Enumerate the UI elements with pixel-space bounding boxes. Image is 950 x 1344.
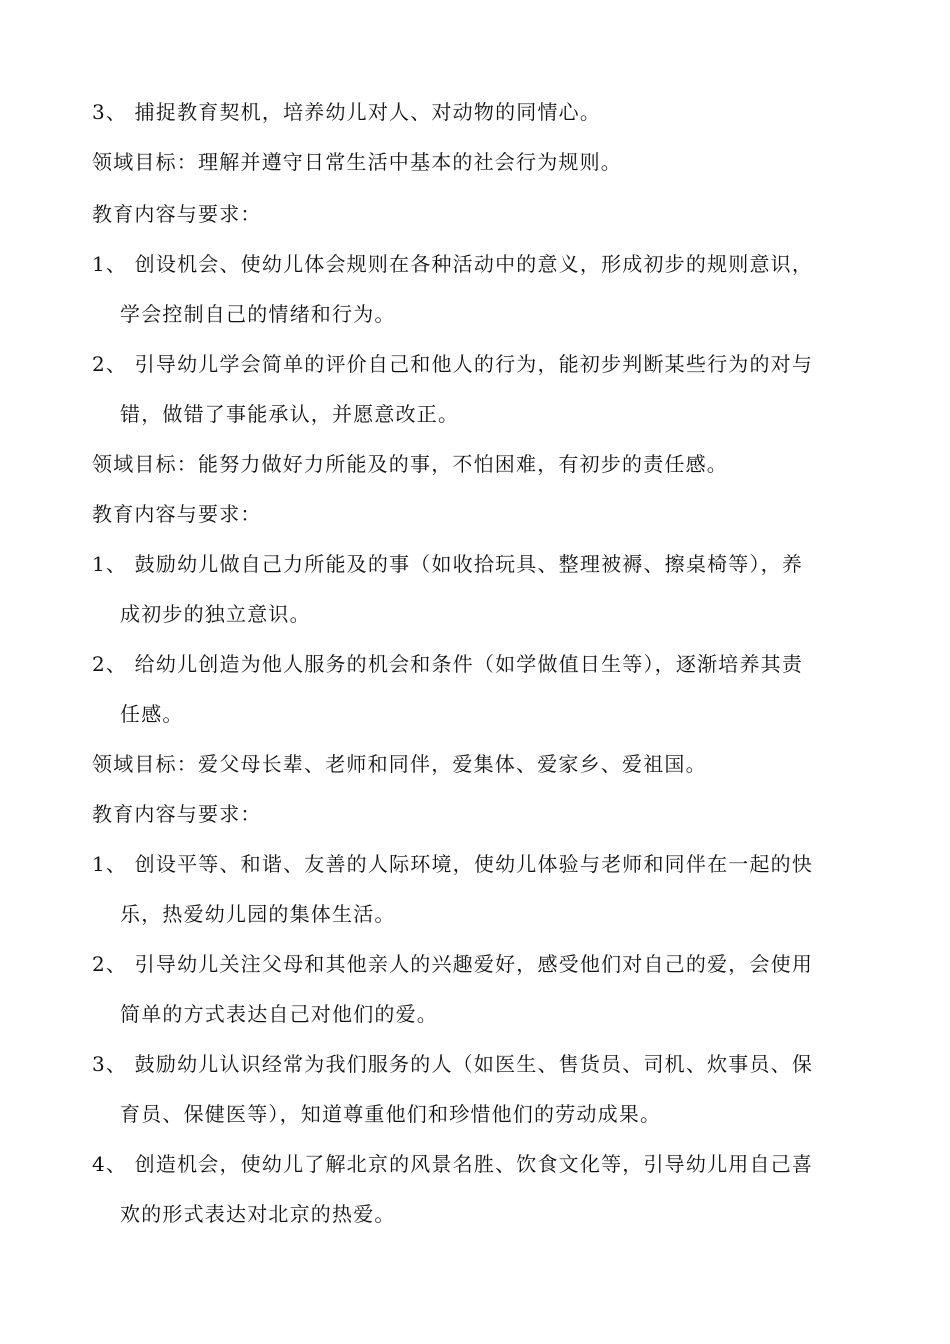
list-item-love-1-continued: 乐，热爱幼儿园的集体生活。 [120, 902, 396, 926]
section-heading-content: 教育内容与要求： [92, 202, 262, 226]
list-item-responsibility-2: 2、 给幼儿创造为他人服务的机会和条件（如学做值日生等），逐渐培养其责 [92, 652, 804, 676]
list-item-love-2: 2、 引导幼儿关注父母和其他亲人的兴趣爱好，感受他们对自己的爱，会使用 [92, 952, 814, 976]
domain-goal-rules: 领域目标：理解并遵守日常生活中基本的社会行为规则。 [92, 150, 622, 174]
list-item-love-4-continued: 欢的形式表达对北京的热爱。 [120, 1202, 396, 1226]
list-item-rules-1: 1、 创设机会、使幼儿体会规则在各种活动中的意义，形成初步的规则意识， [92, 252, 814, 276]
domain-goal-love: 领域目标：爱父母长辈、老师和同伴，爱集体、爱家乡、爱祖国。 [92, 752, 707, 776]
list-item-love-2-continued: 简单的方式表达自己对他们的爱。 [120, 1002, 438, 1026]
item-3-compassion: 3、 捕捉教育契机，培养幼儿对人、对动物的同情心。 [92, 100, 602, 124]
list-item-love-1: 1、 创设平等、和谐、友善的人际环境，使幼儿体验与老师和同伴在一起的快 [92, 852, 814, 876]
domain-goal-responsibility: 领域目标：能努力做好力所能及的事，不怕困难，有初步的责任感。 [92, 452, 728, 476]
list-item-love-3: 3、 鼓励幼儿认识经常为我们服务的人（如医生、售货员、司机、炊事员、保 [92, 1052, 814, 1076]
list-item-rules-2-continued: 错，做错了事能承认，并愿意改正。 [120, 402, 460, 426]
list-item-responsibility-1-continued: 成初步的独立意识。 [120, 602, 311, 626]
list-item-responsibility-2-continued: 任感。 [120, 702, 184, 726]
list-item-rules-2: 2、 引导幼儿学会简单的评价自己和他人的行为，能初步判断某些行为的对与 [92, 352, 814, 376]
list-item-rules-1-continued: 学会控制自己的情绪和行为。 [120, 302, 396, 326]
section-heading-content: 教育内容与要求： [92, 502, 262, 526]
section-heading-content: 教育内容与要求： [92, 802, 262, 826]
list-item-love-4: 4、 创造机会，使幼儿了解北京的风景名胜、饮食文化等，引导幼儿用自己喜 [92, 1152, 814, 1176]
list-item-love-3-continued: 育员、保健医等），知道尊重他们和珍惜他们的劳动成果。 [120, 1102, 662, 1126]
list-item-responsibility-1: 1、 鼓励幼儿做自己力所能及的事（如收拾玩具、整理被褥、擦桌椅等），养 [92, 552, 804, 576]
